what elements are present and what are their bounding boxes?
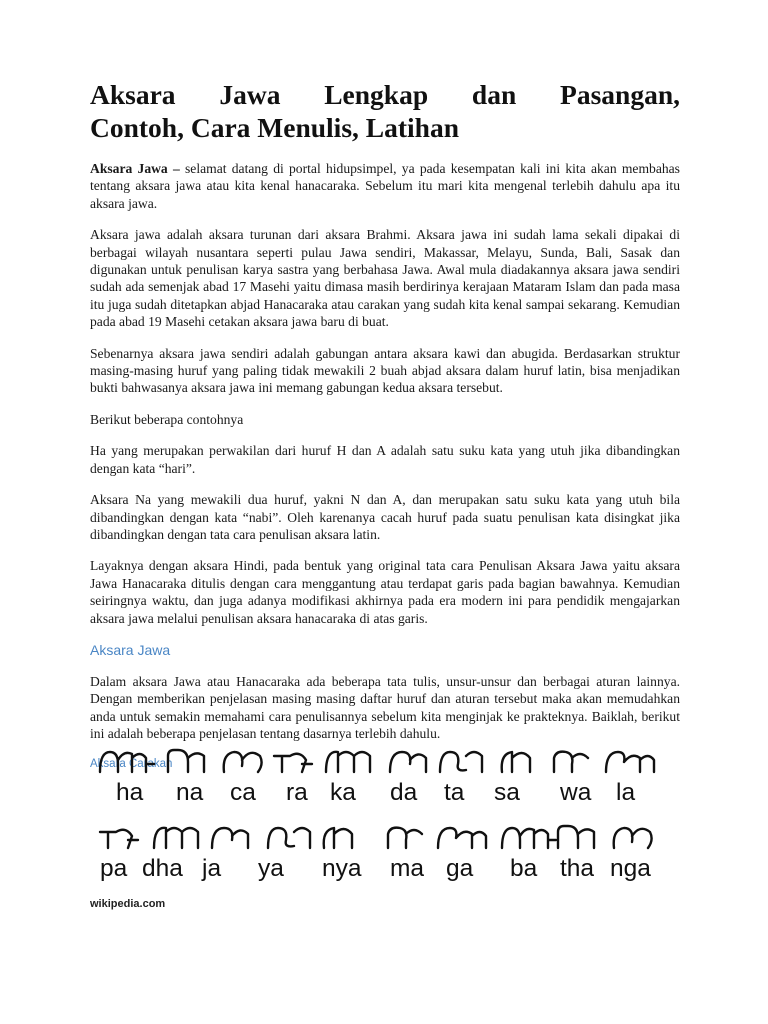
javanese-glyph-ba [500,822,558,852]
latin-syllable-ma: ma [390,855,425,882]
javanese-glyph-ra [272,746,330,776]
javanese-glyph-pa [98,822,156,852]
paragraph-2: Sebenarnya aksara jawa sendiri adalah gabungan antara aksara kawi dan abugida. Berdasarkan struktur masing-masing huruf yang paling tidak mewakili 2 buah abjad aksara dalam huruf latin, bisa menjadikan bukti bahwasanya aksara jawa ini memang gabungan kedua aksara tersebut. [90,345,680,396]
intro-bold: Aksara Jawa – [90,161,180,176]
javanese-glyph-da [386,746,444,776]
title-line-1: Aksara Jawa Lengkap dan Pasangan, [90,79,680,110]
latin-syllable-sa: sa [494,779,520,806]
latin-syllable-ra: ra [286,779,308,806]
javanese-glyph-sa [498,746,556,776]
javanese-glyph-ga [436,822,494,852]
latin-syllable-nya: nya [322,855,362,882]
latin-syllable-row-1 [90,778,680,810]
latin-syllable-ga: ga [446,855,474,882]
latin-syllable-wa: wa [560,779,592,806]
latin-syllable-row-2 [90,854,680,886]
javanese-glyph-nga [610,822,668,852]
javanese-glyph-ha [98,746,156,776]
paragraph-4: Ha yang merupakan perwakilan dari huruf H dan A adalah satu suku kata yang utuh jika dibandingkan dengan kata “hari”. [90,443,680,476]
paragraph-5: Aksara Na yang mewakili dua huruf, yakni N dan A, dan merupakan satu suku kata yang utuh bila dibandingkan dengan kata “nabi”. Oleh karenanya cacah huruf pada suatu penulisan kata disingkat jika dibandingkan dengan tata cara penulisan aksara latin. [90,492,680,542]
latin-syllable-ta: ta [444,779,465,806]
section-heading-aksara-jawa: Aksara Jawa [90,641,171,658]
intro-paragraph [90,160,680,212]
javanese-glyph-nya [320,822,378,852]
latin-syllable-na: na [176,779,204,806]
javanese-glyph-wa [552,746,610,776]
latin-syllable-la: la [616,779,636,806]
latin-syllable-ka: ka [330,779,356,806]
latin-syllable-ya: ya [258,855,284,882]
javanese-glyph-la [604,746,662,776]
paragraph-3: Berikut beberapa contohnya [90,411,244,427]
javanese-glyph-ta [438,746,496,776]
paragraph-7: Dalam aksara Jawa atau Hanacaraka ada beberapa tata tulis, unsur-unsur dan berbagai aturan lainnya. Dengan memberikan penjelasan masing masing daftar huruf dan aturan tersebut maka akan memudahkan anda untuk semakin memahami cara penulisannya sebelum kita menginjak ke prakteknya. Baiklah, berikut ini adalah beberapa penjelasan tentang dasarnya terlebih dahulu. [90,673,680,742]
javanese-glyph-ka [324,746,382,776]
latin-syllable-ja: ja [202,855,222,882]
javanese-glyph-ca [220,746,278,776]
latin-syllable-ba: ba [510,855,538,882]
latin-syllable-da: da [390,779,418,806]
title-line-2: Contoh, Cara Menulis, Latihan [90,112,460,143]
javanese-glyph-dha [152,822,210,852]
javanese-glyph-ya [266,822,324,852]
article [90,78,680,779]
paragraph-6: Layaknya dengan aksara Hindi, pada bentuk yang original tata cara Penulisan Aksara Jawa yaitu aksara Jawa Hanacaraka ditulis dengan cara menggantung atau terdapat garis pada bagian bawahnya. Kemudian seiringnya waktu, dan juga adanya modifikasi akhirnya pada era modern ini para pendidik mengajarkan aksara jawa melalui penulisan aksara hanacaraka di atas garis. [90,558,680,626]
latin-syllable-pa: pa [100,855,128,882]
latin-syllable-dha: dha [142,855,183,882]
paragraph-1: Aksara jawa adalah aksara turunan dari aksara Brahmi. Aksara jawa ini sudah lama sekali dipakai di berbagai wilayah nusantara seperti pulau Jawa sendiri, Makassar, Melayu, Sunda, Bali, Sasak dan digunakan untuk penulisan karya sastra yang berbahasa Jawa. Awal mula diadakannya aksara jawa sendiri sudah ada semenjak abad 17 Masehi yaitu dimasa masih berdirinya kerajaan Mataram Islam dan pada masa itu juga sudah ditetapkan abjad Hanacaraka atau carakan yang sudah kita kenal sampai sekarang. Kemudian pada abad 19 Masehi cetakan aksara jawa baru di buat. [90,227,680,330]
subsection-heading-aksara-carakan: Aksara Carakan [90,757,173,770]
article-title [90,78,680,144]
latin-syllable-ha: ha [116,779,144,806]
javanese-glyph-ja [208,822,266,852]
latin-syllable-tha: tha [560,855,595,882]
latin-syllable-ca: ca [230,779,256,806]
javanese-glyph-na [166,746,224,776]
latin-syllable-nga: nga [610,855,651,882]
intro-text: selamat datang di portal hidupsimpel, ya pada kesempatan kali ini kita akan membahas tentang aksara jawa atau kita kenal hanacaraka. Sebelum itu mari kita mengenal terlebih dahulu apa itu aksara jawa. [90,161,680,211]
image-credit: wikipedia.com [90,898,166,910]
aksara-carakan-figure [90,738,680,888]
javanese-glyph-tha [556,822,614,852]
